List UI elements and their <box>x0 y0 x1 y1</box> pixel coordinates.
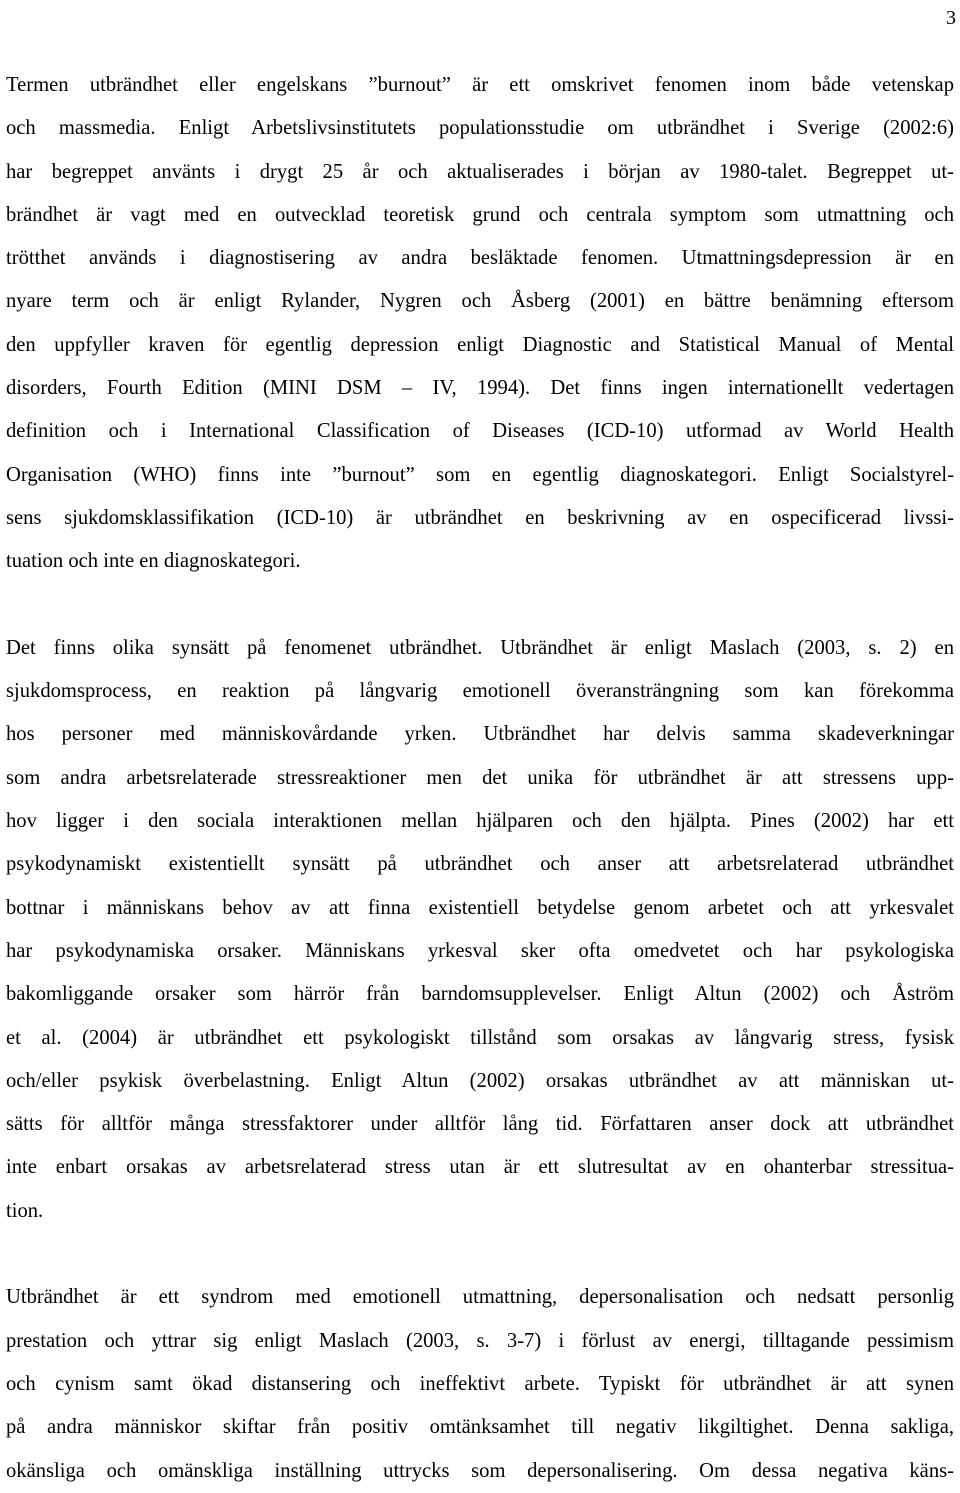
text-line: disorders, Fourth Edition (MINI DSM – IV, 1994). Det finns ingen internationellt vedertagen <box>6 377 954 400</box>
text-line: och/eller psykisk överbelastning. Enligt Altun (2002) orsakas utbrändhet av att människan ut- <box>6 1069 954 1092</box>
text-line: som andra arbetsrelaterade stressreaktioner men det unika för utbrändhet är att stressens upp- <box>6 766 954 789</box>
text-line: brändhet är vagt med en outvecklad teoretisk grund och centrala symptom som utmattning och <box>6 203 954 226</box>
text-line: bakomliggande orsaker som härrör från barndomsupplevelser. Enligt Altun (2002) och Åström <box>6 983 954 1006</box>
text-line: Termen utbrändhet eller engelskans ”burnout” är ett omskrivet fenomen inom både vetenskap <box>6 74 954 96</box>
text-line: har psykodynamiska orsaker. Människans yrkesval sker ofta omedvetet och har psykologiska <box>6 939 954 962</box>
text-line: okänsliga och omänskliga inställning uttrycks som depersonalisering. Om dessa negativa käns- <box>6 1459 954 1482</box>
text-line: har begreppet använts i drygt 25 år och aktualiserades i början av 1980-talet. Begreppet ut- <box>6 160 954 183</box>
text-line: tuation och inte en diagnoskategori. <box>6 550 301 573</box>
page-number: 3 <box>946 7 956 29</box>
text-line: sjukdomsprocess, en reaktion på långvarig emotionell överansträngning som kan förekomma <box>6 680 954 703</box>
text-line: sätts för alltför många stressfaktorer under alltför lång tid. Författaren anser dock att utbrändhet <box>6 1113 954 1136</box>
text-line: och cynism samt ökad distansering och ineffektivt arbete. Typiskt för utbrändhet är att synen <box>6 1372 954 1395</box>
text-line: bottnar i människans behov av att finna existentiell betydelse genom arbetet och att yrkesvalet <box>6 896 954 919</box>
text-line: sens sjukdomsklassifikation (ICD-10) är utbrändhet en beskrivning av en ospecificerad livssi- <box>6 506 954 529</box>
text-line: och massmedia. Enligt Arbetslivsinstitutets populationsstudie om utbrändhet i Sverige (2002:6) <box>6 117 954 140</box>
text-line: trötthet används i diagnostisering av andra besläktade fenomen. Utmattningsdepression är en <box>6 247 954 270</box>
paragraph-3 <box>6 1276 954 1492</box>
text-line: prestation och yttrar sig enligt Maslach (2003, s. 3-7) i förlust av energi, tilltagande pessimism <box>6 1329 954 1352</box>
text-line: den uppfyller kraven för egentlig depression enligt Diagnostic and Statistical Manual of Mental <box>6 333 954 356</box>
text-line: definition och i International Classification of Diseases (ICD-10) utformad av World Health <box>6 420 954 443</box>
text-line: Det finns olika synsätt på fenomenet utbrändhet. Utbrändhet är enligt Maslach (2003, s. 2) en <box>6 636 954 659</box>
text-line: et al. (2004) är utbrändhet ett psykologiskt tillstånd som orsakas av långvarig stress, fysisk <box>6 1026 954 1049</box>
paragraph-1 <box>6 64 954 584</box>
text-line: hos personer med människovårdande yrken. Utbrändhet har delvis samma skadeverkningar <box>6 723 954 746</box>
text-line: Organisation (WHO) finns inte ”burnout” som en egentlig diagnoskategori. Enligt Socialstyrel- <box>6 463 954 486</box>
paragraph-2 <box>6 627 954 1233</box>
text-line: på andra människor skiftar från positiv omtänksamhet till negativ likgiltighet. Denna sakliga, <box>6 1416 954 1439</box>
text-line: hov ligger i den sociala interaktionen mellan hjälparen och den hjälpta. Pines (2002) har ett <box>6 810 954 833</box>
text-line: Utbrändhet är ett syndrom med emotionell utmattning, depersonalisation och nedsatt personlig <box>6 1286 954 1309</box>
text-line: tion. <box>6 1199 44 1222</box>
text-line: nyare term och är enligt Rylander, Nygren och Åsberg (2001) en bättre benämning eftersom <box>6 290 954 313</box>
body-text <box>6 64 954 1493</box>
text-line: inte enbart orsakas av arbetsrelaterad stress utan är ett slutresultat av en ohanterbar stressitua- <box>6 1156 954 1179</box>
text-line: psykodynamiskt existentiellt synsätt på utbrändhet och anser att arbetsrelaterad utbrändhet <box>6 853 954 876</box>
